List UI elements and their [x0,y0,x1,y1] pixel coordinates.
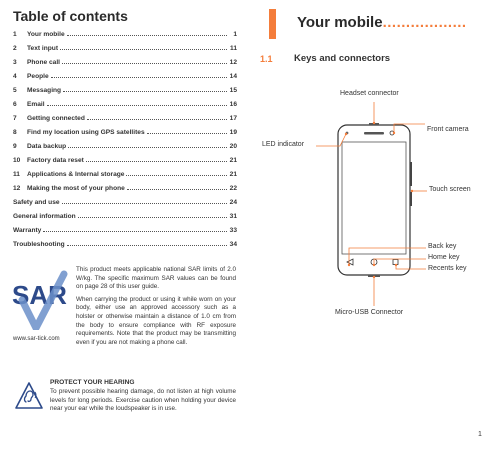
toc-entry-label: Getting connected [27,115,85,122]
toc-entry-number: 3 [13,59,17,66]
hearing-warning-title: PROTECT YOUR HEARING [50,379,135,386]
toc-entry-label: Email [27,101,45,108]
toc-leader-dots [78,217,227,218]
toc-leader-dots [63,91,227,92]
toc-entry-label: Find my location using GPS satellites [27,129,145,136]
ear-protection-icon [14,381,44,411]
toc-entry-page: 11 [230,45,237,52]
toc-entry[interactable] [13,59,237,73]
toc-leader-dots [43,231,227,232]
toc-entry-label: Your mobile [27,31,65,38]
sar-notice [76,266,236,351]
toc-entry[interactable] [13,199,237,213]
phone-screen [342,142,406,254]
toc-leader-dots [147,133,227,134]
toc-entry-number: 5 [13,87,17,94]
toc-leader-dots [62,63,227,64]
chapter-title-text: Your mobile [297,14,383,31]
toc-entry-page: 31 [229,213,237,220]
toc-leader-dots [126,175,227,176]
toc-entry-label: People [27,73,49,80]
table-of-contents [13,31,237,255]
toc-entry-page: 21 [229,171,237,178]
home-key-label: Home key [428,254,460,261]
toc-entry-label: Factory data reset [27,157,84,164]
toc-entry-label: Messaging [27,87,62,94]
toc-entry-label: Warranty [13,227,42,234]
toc-entry-page: 21 [229,157,237,164]
toc-leader-dots [87,119,227,120]
toc-entry-page: 34 [229,241,237,248]
sar-paragraph-1: This product meets applicable national SAR limits of 2.0 W/kg. The specific maximum SAR values can be found on page 28 of this user guide. [76,266,236,291]
toc-entry-number: 12 [13,185,21,192]
toc-leader-dots [68,147,227,148]
toc-leader-dots [47,105,227,106]
power-button [410,192,412,206]
phone-illustration [250,80,490,340]
toc-leader-dots [67,245,227,246]
headset-connector-label: Headset connector [340,90,399,97]
toc-entry[interactable] [13,73,237,87]
toc-entry-number: 8 [13,129,17,136]
toc-entry[interactable] [13,115,237,129]
toc-entry-page: 22 [229,185,237,192]
toc-entry[interactable] [13,171,237,185]
earpiece [364,132,384,135]
toc-title: Table of contents [13,8,128,24]
toc-entry-number: 7 [13,115,17,122]
toc-entry-page: 15 [229,87,237,94]
toc-entry-page: 20 [229,143,237,150]
sar-logo [12,270,68,330]
toc-entry-label: Text input [27,45,59,52]
touch-screen-label: Touch screen [429,186,471,193]
toc-entry[interactable] [13,157,237,171]
toc-leader-dots [86,161,227,162]
toc-entry-label: Troubleshooting [13,241,65,248]
back-key-label: Back key [428,243,457,250]
section-title: Keys and connectors [294,53,391,64]
toc-leader-dots [127,189,227,190]
hearing-warning-text: To prevent possible hearing damage, do not listen at high volume levels for long periods. Exercise caution when holding your device near your ear while the loudspeaker is in use. [50,388,236,413]
toc-entry[interactable] [13,129,237,143]
toc-entry-page: 33 [229,227,237,234]
toc-entry-page: 19 [229,129,237,136]
toc-entry-number: 1 [13,31,17,38]
toc-entry[interactable] [13,101,237,115]
toc-leader-dots [51,77,227,78]
chapter-title-dots: .................. [382,14,467,31]
chapter-title [297,14,467,31]
toc-entry[interactable] [13,227,237,241]
toc-leader-dots [60,49,227,50]
toc-entry-number: 10 [13,157,21,164]
toc-entry[interactable] [13,241,237,255]
toc-entry-label: Making the most of your phone [27,185,125,192]
toc-entry-label: Phone call [27,59,60,66]
micro-usb-label: Micro-USB Connector [335,309,404,316]
toc-entry-page: 16 [229,101,237,108]
toc-entry[interactable] [13,31,237,45]
toc-entry-page: 14 [229,73,237,80]
recents-key-label: Recents key [428,265,467,272]
sar-logo-text: SAR [12,280,67,310]
volume-button [410,162,412,186]
toc-entry-number: 2 [13,45,17,52]
led-indicator-label: LED indicator [262,141,305,148]
toc-leader-dots [67,35,227,36]
toc-entry-page: 1 [233,31,237,38]
chapter-accent-bar [269,9,276,39]
page-number: 1 [478,431,482,438]
toc-entry[interactable] [13,185,237,199]
toc-entry-page: 12 [229,59,237,66]
toc-entry-label: Safety and use [13,199,60,206]
toc-entry-label: Applications & Internal storage [27,171,125,178]
phone-diagram [250,80,490,340]
toc-entry-label: Data backup [27,143,67,150]
sar-paragraph-2: When carrying the product or using it while worn on your body, either use an approved accessory such as a holster or otherwise maintain a distance of 1.0 cm from the body to ensure compliance with RF exposure requirements. Note that the product may be transmitting even if you are not making a phone call. [76,295,236,346]
toc-entry-number: 6 [13,101,17,108]
section-number: 1.1 [260,54,273,64]
toc-entry[interactable] [13,213,237,227]
toc-entry[interactable] [13,87,237,101]
toc-entry-page: 17 [229,115,237,122]
toc-entry-page: 24 [229,199,237,206]
toc-entry[interactable] [13,45,237,59]
toc-entry-number: 11 [13,171,20,178]
toc-entry-number: 4 [13,73,17,80]
toc-entry-number: 9 [13,143,17,150]
front-camera-label: Front camera [427,126,469,133]
toc-entry-label: General information [13,213,76,220]
toc-entry[interactable] [13,143,237,157]
sar-url: www.sar-tick.com [13,336,60,342]
toc-leader-dots [62,203,227,204]
